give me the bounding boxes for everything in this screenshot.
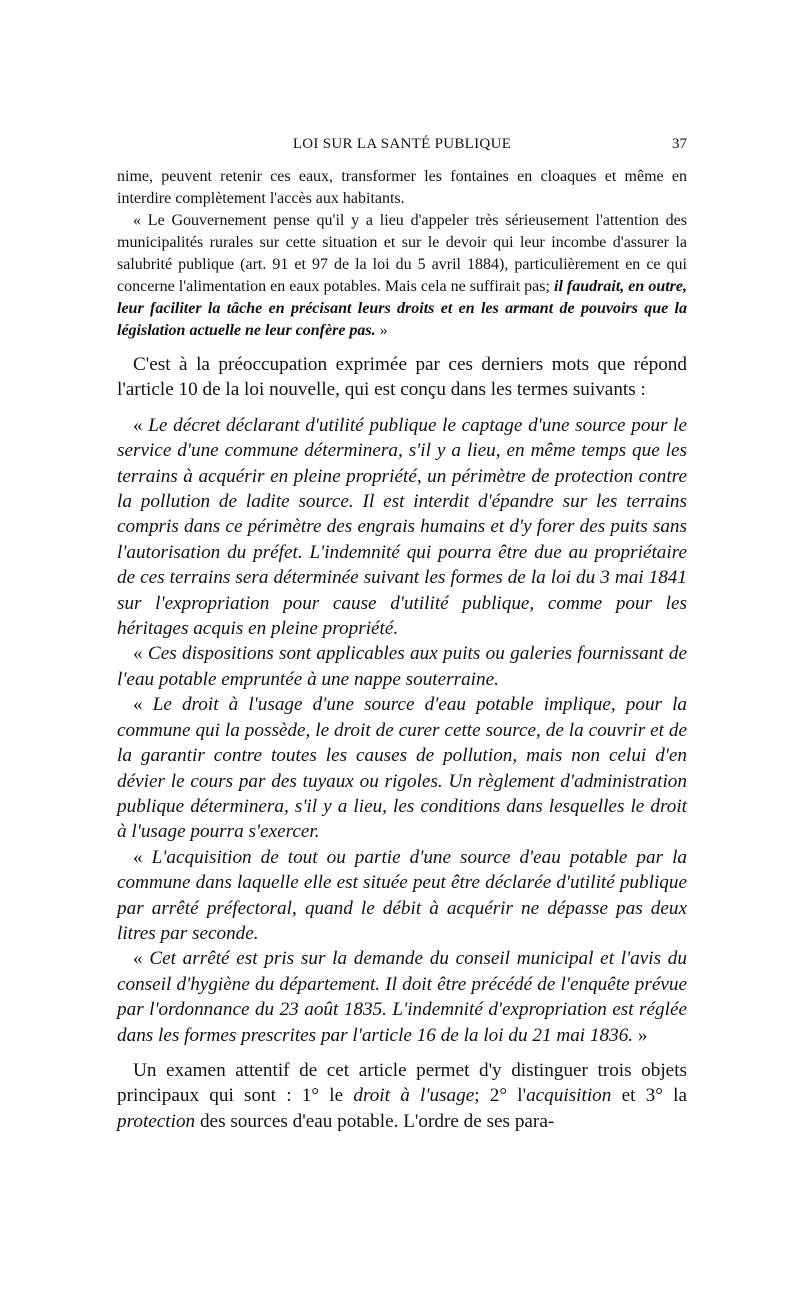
article-text: Le droit à l'usage d'une source d'eau potable implique, pour la commune qui la possède, le droit de curer cette source, de la couvrir et de la garantir contre toutes les causes de pollution, mais non celui d'en dévier le cours par des tuyaux ou rigoles. Un règlement d'administration publique déterminera, s'il y a lieu, les conditions dans lesquelles le droit à l'usage pourra s'exercer. (117, 694, 688, 843)
quote-text: « Le Gouvernement pense qu'il y a lieu d'appeler très sérieusement l'attention des municipalités rurales sur cette situation et sur le devoir qui leur incombe d'assurer la salubrité publique (art. 91 et 97 de la loi du 5 avril 1884), particulièrement en ce qui concerne l'alimentation en eaux potables. Mais cela ne suffirait pas; (117, 212, 687, 295)
paragraph-text: ; 2° l' (474, 1085, 527, 1107)
article-text: Le décret déclarant d'utilité publique le captage d'une source pour le service d'une commune déterminera, s'il y a lieu, en même temps que les terrains à acquérir en pleine propriété, un périmètre de protection contre la pollution de ladite source. Il est interdit d'épandre sur les terrains compris dans ce périmètre des engrais humains et d'y forer des puits sans l'autorisation du préfet. L'indemnité qui pourra être due au propriétaire de ces terrains sera déterminée suivant les formes de la loi du 3 mai 1841 sur l'expropriation pour cause d'utilité publique, comme pour les héritages acquis en pleine propriété. (117, 414, 687, 640)
quote-open: « (133, 643, 148, 665)
quote-close: » (375, 322, 388, 339)
emphasis-protection: protection (117, 1110, 196, 1132)
paragraph-intro-article (117, 352, 687, 403)
running-title: LOI SUR LA SANTÉ PUBLIQUE (292, 136, 512, 152)
paragraph-continuation (117, 166, 687, 210)
paragraph-text: C'est à la préoccupation exprimée par ces derniers mots que répond l'article 10 de la loi nouvelle, qui est conçu dans les termes suivants : (117, 354, 687, 401)
quote-close: » (633, 1024, 648, 1046)
paragraph-government-quote (117, 210, 687, 342)
paragraph-analysis (117, 1058, 687, 1134)
quote-italic-text: il faudrait, en outre, leur faciliter la tâche en précisant leurs droits et en les armant de pouvoirs que la législation actuelle ne leur confère pas. (117, 278, 688, 339)
article-text: Ces dispositions sont applicables aux puits ou galeries fournissant de l'eau potable empruntée à une nappe souterraine. (117, 643, 688, 690)
paragraph-text: des sources d'eau potable. L'ordre de ses para- (195, 1110, 555, 1132)
article-quote-4 (117, 845, 687, 947)
quote-open: « (133, 414, 149, 436)
document-page (117, 132, 687, 1134)
paragraph-text: Un examen attentif de cet article permet d'y distinguer trois objets principaux qui sont : 1° le (117, 1059, 687, 1107)
page-header (117, 132, 687, 166)
paragraph-text: et 3° la (611, 1085, 687, 1107)
quote-open: « (133, 948, 150, 970)
article-text: Cet arrêté est pris sur la demande du conseil municipal et l'avis du conseil d'hygiène du département. Il doit être précédé de l'enquête prévue par l'ordonnance du 23 août 1835. L'indemnité d'expropriation est réglée dans les formes prescrites par l'article 16 de la loi du 21 mai 1836. (117, 948, 687, 1046)
article-quote-3 (117, 692, 687, 844)
emphasis-acquisition: acquisition (526, 1085, 612, 1107)
article-quote-1 (117, 413, 687, 642)
paragraph-text: nime, peuvent retenir ces eaux, transformer les fontaines en cloaques et même en interdire complètement l'accès aux habitants. (117, 168, 687, 207)
page-number: 37 (672, 136, 687, 152)
quote-open: « (133, 846, 152, 868)
quote-open: « (133, 694, 153, 716)
article-text: L'acquisition de tout ou partie d'une source d'eau potable par la commune dans laquelle elle est située peut être déclarée d'utilité publique par arrêté préfectoral, quand le débit à acquérir ne dépasse pas deux litres par seconde. (117, 846, 687, 944)
article-quote-5 (117, 946, 687, 1048)
emphasis-droit-usage: droit à l'usage (353, 1085, 475, 1107)
article-quote-2 (117, 641, 687, 692)
